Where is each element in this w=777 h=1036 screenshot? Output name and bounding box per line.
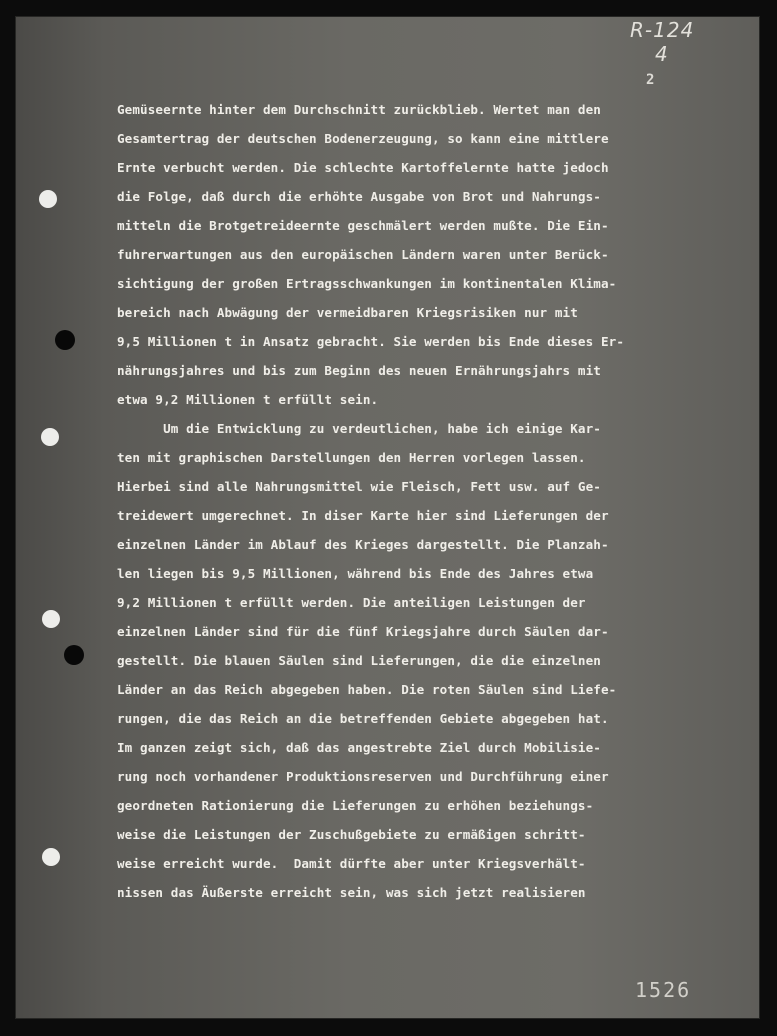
text-line: die Folge, daß durch die erhöhte Ausgabe von Brot und Nahrungs- bbox=[117, 189, 601, 204]
text-line: gestellt. Die blauen Säulen sind Lieferungen, die die einzelnen bbox=[117, 653, 601, 668]
text-line: nissen das Äußerste erreicht sein, was sich jetzt realisieren bbox=[117, 885, 586, 900]
typed-page-number: 2 bbox=[646, 72, 655, 88]
text-line: fuhrerwartungen aus den europäischen Ländern waren unter Berück- bbox=[117, 247, 609, 262]
text-line: geordneten Rationierung die Lieferungen zu erhöhen beziehungs- bbox=[117, 798, 594, 813]
text-line: weise erreicht wurde. Damit dürfte aber unter Kriegsverhält- bbox=[117, 856, 586, 871]
text-line: Im ganzen zeigt sich, daß das angestrebte Ziel durch Mobilisie- bbox=[117, 740, 601, 755]
punch-hole bbox=[41, 428, 59, 446]
text-line: einzelnen Länder sind für die fünf Kriegsjahre durch Säulen dar- bbox=[117, 624, 609, 639]
text-line: bereich nach Abwägung der vermeidbaren Kriegsrisiken nur mit bbox=[117, 305, 578, 320]
text-line: etwa 9,2 Millionen t erfüllt sein. bbox=[117, 392, 379, 407]
text-line: Um die Entwicklung zu verdeutlichen, habe ich einige Kar- bbox=[117, 421, 601, 436]
text-line: ten mit graphischen Darstellungen den Herren vorlegen lassen. bbox=[117, 450, 586, 465]
text-line: Hierbei sind alle Nahrungsmittel wie Fleisch, Fett usw. auf Ge- bbox=[117, 479, 601, 494]
text-line: einzelnen Länder im Ablauf des Krieges dargestellt. Die Planzah- bbox=[117, 537, 609, 552]
handwritten-reference: R-124 bbox=[630, 18, 695, 42]
text-line: sichtigung der großen Ertragsschwankungen im kontinentalen Klima- bbox=[117, 276, 617, 291]
text-line: 9,2 Millionen t erfüllt werden. Die anteiligen Leistungen der bbox=[117, 595, 586, 610]
text-line: 9,5 Millionen t in Ansatz gebracht. Sie werden bis Ende dieses Er- bbox=[117, 334, 625, 349]
text-line: weise die Leistungen der Zuschußgebiete zu ermäßigen schritt- bbox=[117, 827, 586, 842]
text-line: Gemüseernte hinter dem Durchschnitt zurückblieb. Wertet man den bbox=[117, 102, 601, 117]
text-line: Ernte verbucht werden. Die schlechte Kartoffelernte hatte jedoch bbox=[117, 160, 609, 175]
punch-hole bbox=[42, 848, 60, 866]
text-line: Gesamtertrag der deutschen Bodenerzeugung, so kann eine mittlere bbox=[117, 131, 609, 146]
text-line: rung noch vorhandener Produktionsreserven und Durchführung einer bbox=[117, 769, 609, 784]
text-line: Länder an das Reich abgegeben haben. Die roten Säulen sind Liefe- bbox=[117, 682, 617, 697]
archive-stamp-number: 1526 bbox=[635, 978, 692, 1002]
punch-hole bbox=[55, 330, 75, 350]
text-line: rungen, die das Reich an die betreffenden Gebiete abgegeben hat. bbox=[117, 711, 609, 726]
punch-hole bbox=[39, 190, 57, 208]
handwritten-page-number: 4 bbox=[655, 42, 669, 66]
punch-hole bbox=[42, 610, 60, 628]
text-line: len liegen bis 9,5 Millionen, während bis Ende des Jahres etwa bbox=[117, 566, 594, 581]
text-line: mitteln die Brotgetreideernte geschmälert werden mußte. Die Ein- bbox=[117, 218, 609, 233]
text-line: treidewert umgerechnet. In diser Karte hier sind Lieferungen der bbox=[117, 508, 609, 523]
punch-hole bbox=[64, 645, 84, 665]
typewritten-body bbox=[117, 95, 727, 907]
handwritten-reference-note bbox=[630, 18, 694, 66]
text-line: nährungsjahres und bis zum Beginn des neuen Ernährungsjahrs mit bbox=[117, 363, 601, 378]
